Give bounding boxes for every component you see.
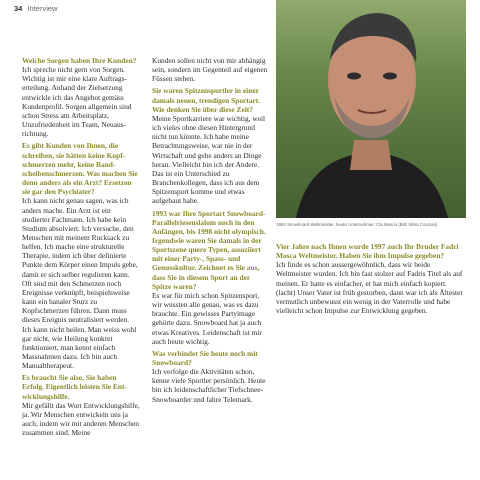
interview-answer: Ich verfolge die Aktivitäten schon, kenne viele Sportler persönlich. Heute bin ich leidenschaftlicher Tiefschnee-Snowboarder und fahre Telemark.	[152, 367, 266, 404]
interview-answer: Mir gefällt das Wort Entwicklungshilfe, ja. Wir Menschen entwickeln uns ja auch, indem wir mit anderen Menschen zusammen sind. Meine	[22, 400, 140, 438]
interview-question: Welche Sorgen haben Ihre Kunden?	[22, 56, 137, 65]
interview-answer: Ich spreche nicht gern von Sorgen. Wichtig ist mir eine klare Auftragserteilung. Anhand der Zielsetzung entwickle ich das Angebot gemäss Kundenprofil. Sorgen allgemein sind schon Stress am Arbeitsplatz, Unzufriedenheit im Team, Neuausrichtung.	[22, 65, 132, 139]
interview-question: Es gibt Kunden von Ihnen, die schreiben, sie hätten keine Kopfschmerzen mehr, keine Bandscheibenschmerzen. Was machen Sie denn anders als ein Arzt? Ersetzen sie gar den Psychiater?	[22, 141, 138, 197]
interview-answer: Ich finde es schon aussergewöhnlich, dass wir beide Weltmeister wurden. Ich bin fast stolzer auf Fadris Titel als auf meinen. Er hatte es einfacher, er hat mich einfach kopiert. (lacht) Unser Vater ist früh gestorben, dann war ich als Ältester vermutlich unbewusst ein wenig in der Vaterrolle und habe vielleicht schon Impulse zur Entwicklung gegeben.	[276, 260, 463, 316]
interview-answer: Es war für mich schon Spitzensport, wir wussten alle genau, was es dazu brauchte. Ein gewisses Partyimage gehörte dazu. Snowboard hat ja auch etwas Kreatives. Leidenschaft ist mir auch heute wichtig.	[152, 290, 262, 346]
section-title: Interview	[27, 4, 58, 13]
portrait-illustration	[276, 0, 466, 218]
interview-answer: Ich kann nicht genau sagen, was ich anders mache. Ein Arzt ist ein studierter Fachmann. Ich habe kein Studium absolviert. Ich versuche, den Menschen mit meinem Rucksack zu helfen. Ich mache eine strukturelle Therapie, indem ich über definierte Punkte dem Körper einen Impuls gebe, damit er sich selber regulieren kann. Oft sind mit den Schmerzen noch Ereignisse verknüpft, beispielsweise kann ein banaler Sturz zu Kopfschmerzen führen. Dann muss dieses Ereignis neutralisiert werden. Ich kann nicht heilen. Man weiss wohl gar nicht, wie Heilung konkret funktioniert, man kennt einfach Massnahmen dazu. Ich bin auch Manualtherapeut.	[22, 196, 138, 371]
interview-answer: Meine Sportkarriere war wichtig, weil ich vieles ohne diesen Hintergrund nicht tun könnte. Ich habe meine Betrachtungsweise, war nie in der Wirtschaft und gehe anders an Dinge heran. Vielleicht bin ich der Andere. Das ist ein Unterschied zu Branchenkollegen, dass ich aus dem Spitzensport komme und etwas aufgebaut habe.	[152, 113, 266, 206]
photo-caption: 1993 Snowboard-Weltmeister, heute Unternehmer: Cla Mosca (Bild Silvia Conzian)	[276, 222, 438, 227]
interview-question: Sie waren Spitzensportler in einer damals neuen, trendigen Sportart. Wie denken Sie über diese Zeit?	[152, 86, 261, 114]
page-header	[14, 4, 57, 13]
page-number: 34	[14, 4, 23, 13]
interview-question: Was verbindet Sie heute noch mit Snowboard?	[152, 348, 258, 367]
interview-question: Es braucht Sie also, Sie haben Erfolg. Eigentlich leisten Sie Entwicklungshilfe.	[22, 373, 127, 401]
interview-question: 1993 war Ihre Sportart Snowboard-Parallelriesenslalom noch in den Anfängen, bis 1998 nicht olympisch. Irgendwie waren Sie damals in der Sportszene quere Typen, assoziiert mit einer Party-, Spass- und Genusskultur. Zeichnet es Sie aus, dass Sie in diesem Sport an der Spitze waren?	[152, 208, 266, 291]
interview-question: Vier Jahre nach Ihnen wurde 1997 auch Ihr Bruder Fadri Mosca Weltmeister. Haben Sie ihm Impulse gegeben?	[276, 242, 459, 261]
portrait-photo	[276, 0, 466, 218]
text-column-3	[276, 242, 466, 315]
text-column-2	[152, 56, 270, 404]
text-column-1	[22, 56, 140, 437]
interview-answer: Kunden sollen nicht von mir abhängig sein, sondern im Gegenteil auf eigenen Füssen stehen.	[152, 56, 268, 84]
